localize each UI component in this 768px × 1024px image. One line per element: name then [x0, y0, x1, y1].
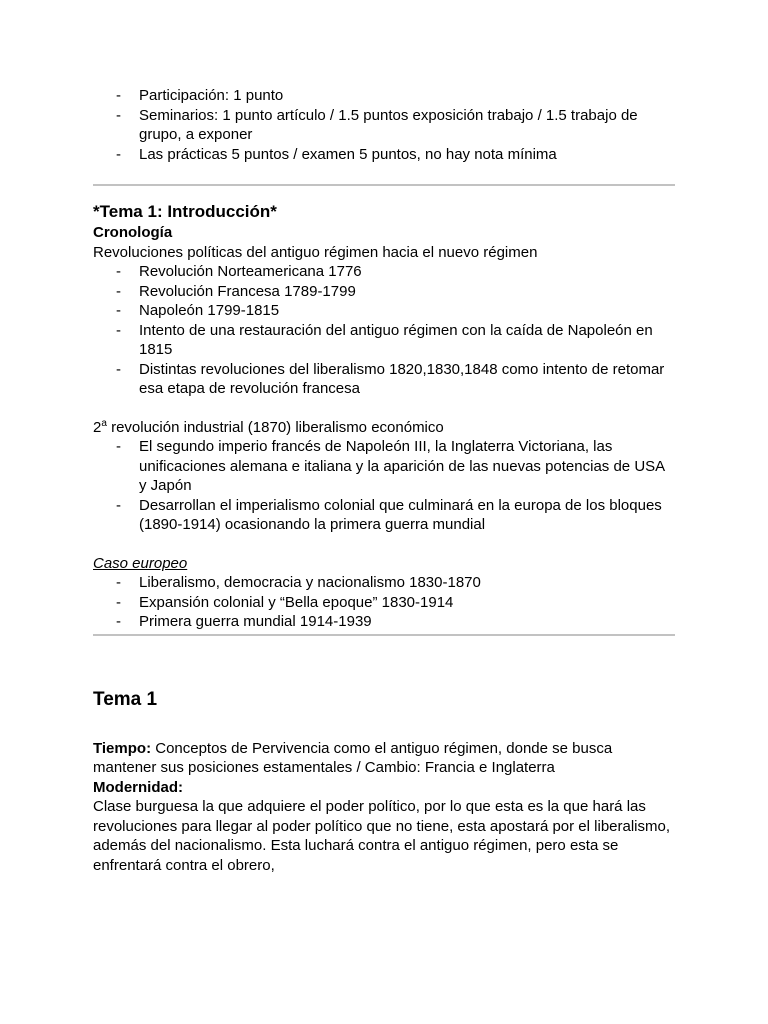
bullet-dash: -	[116, 87, 121, 104]
list-item	[93, 612, 675, 632]
list-item	[93, 145, 675, 165]
list-item	[93, 360, 675, 399]
list-item	[93, 86, 675, 106]
list-item-text: Liberalismo, democracia y nacionalismo 1830-1870	[139, 574, 481, 591]
bullet-dash: -	[116, 106, 121, 124]
list-item	[93, 282, 675, 302]
list-item	[93, 321, 675, 360]
subsection-label: Modernidad:	[93, 778, 183, 796]
list-item	[93, 573, 675, 593]
list-item-text: Intento de una restauración del antiguo régimen con la caída de Napoleón en 1815	[139, 321, 653, 358]
list-item	[93, 301, 675, 321]
paragraph-rest: revolución industrial (1870) liberalismo económico	[106, 418, 444, 436]
paragraph-body: Conceptos de Pervivencia como el antiguo régimen, donde se busca mantener sus posiciones estamentales / Cambio: Francia e Inglaterra	[93, 739, 613, 776]
list-item-text: Seminarios: 1 punto artículo / 1.5 puntos exposición trabajo / 1.5 trabajo de grupo, a exponer	[139, 106, 638, 143]
bullet-dash: -	[116, 438, 121, 455]
paragraph-text: Clase burguesa la que adquiere el poder político, por lo que esta es la que hará las revoluciones para llegar al poder político que no tiene, esta apostará por el liberalismo, además del nacionalismo. Esta luchará contra el antiguo régimen, pero esta se enfrentará contra el obrero,	[93, 798, 671, 874]
list-item-text: Revolución Norteamericana 1776	[139, 263, 362, 280]
paragraph-label: Tiempo:	[93, 739, 152, 757]
bullet-dash: -	[116, 593, 121, 611]
bullet-dash: -	[116, 302, 121, 319]
bullet-dash: -	[116, 321, 121, 339]
ordinal-number: 2	[93, 418, 102, 436]
bullet-dash: -	[116, 496, 121, 514]
list-item-text: El segundo imperio francés de Napoleón III, la Inglaterra Victoriana, las unificaciones alemana e italiana y la aparición de las nuevas potencias de USA y Japón	[139, 438, 665, 494]
bullet-dash: -	[116, 145, 121, 163]
paragraph-text	[93, 739, 675, 778]
industrial-list	[93, 437, 675, 535]
grading-list	[93, 86, 675, 164]
list-item-text: Napoleón 1799-1815	[139, 302, 280, 319]
list-item-text: Distintas revoluciones del liberalismo 1820,1830,1848 como intento de retomar esa etapa de revolución francesa	[139, 360, 665, 397]
bullet-dash: -	[116, 613, 121, 630]
paragraph-text	[93, 418, 675, 438]
european-list	[93, 573, 675, 632]
section-title: Tema 1	[93, 688, 158, 710]
list-item	[93, 437, 675, 496]
bullet-dash: -	[116, 282, 121, 300]
ordinal-superscript: a	[101, 417, 107, 429]
list-item-text: Expansión colonial y “Bella epoque” 1830-1914	[139, 593, 454, 611]
bullet-dash: -	[116, 574, 121, 591]
document-page	[93, 86, 675, 875]
list-item-text: Las prácticas 5 puntos / examen 5 puntos, no hay nota mínima	[139, 145, 557, 163]
list-item-text: Participación: 1 punto	[139, 87, 284, 104]
list-item-text: Revolución Francesa 1789-1799	[139, 282, 356, 300]
list-item-text: Desarrollan el imperialismo colonial que culminará en la europa de los bloques (1890-1914) ocasionando la primera guerra mundial	[139, 496, 662, 533]
list-item-text: Primera guerra mundial 1914-1939	[139, 613, 372, 630]
list-item	[93, 496, 675, 535]
paragraph-text: Revoluciones políticas del antiguo régimen hacia el nuevo régimen	[93, 243, 538, 261]
subsection-label: Caso europeo	[93, 554, 188, 572]
bullet-dash: -	[116, 360, 121, 378]
bullet-dash: -	[116, 263, 121, 280]
list-item	[93, 593, 675, 613]
section-title: *Tema 1: Introducción*	[93, 202, 277, 221]
list-item	[93, 262, 675, 282]
list-item	[93, 106, 675, 145]
subsection-label: Cronología	[93, 224, 173, 241]
revolutions-list	[93, 262, 675, 399]
